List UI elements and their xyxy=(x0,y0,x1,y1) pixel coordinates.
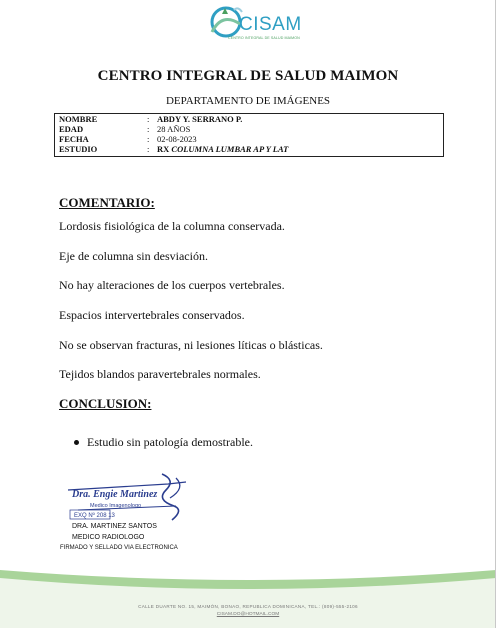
study-name: COLUMNA LUMBAR AP Y LAT xyxy=(171,144,289,154)
comentario-line: Eje de columna sin desviación. xyxy=(59,249,208,263)
signature-note: FIRMADO Y SELLADO VIA ELECTRONICA xyxy=(60,545,178,551)
patient-name-label: NOMBRE xyxy=(59,114,98,124)
comentario-heading: COMENTARIO: xyxy=(59,195,155,210)
footer-email[interactable]: CISAM.DO@HOTMAIL.COM xyxy=(216,612,280,617)
doctor-name: DRA. MARTINEZ SANTOS xyxy=(72,523,157,530)
bullet-icon xyxy=(74,440,79,445)
patient-age-colon: : xyxy=(147,124,150,134)
conclusion-heading: CONCLUSION: xyxy=(59,396,152,411)
patient-study-value xyxy=(157,144,288,154)
footer-address: CALLE DUARTE NO. 15, MAIMÓN, BONAO, REPUBLICA DOMINICANA, TEL.: (809)-555-2106 xyxy=(138,604,358,609)
footer-wave xyxy=(0,560,496,628)
patient-age-label: EDAD xyxy=(59,124,84,134)
patient-info-box xyxy=(54,113,444,157)
patient-date-value: 02-08-2023 xyxy=(157,134,197,144)
patient-study-label: ESTUDIO xyxy=(59,144,98,154)
patient-age-value: 28 AÑOS xyxy=(157,124,191,134)
comentario-line: Lordosis fisiológica de la columna conservada. xyxy=(59,219,285,233)
patient-name-value: ABDY Y. SERRANO P. xyxy=(157,114,243,124)
doctor-role: MEDICO RADIOLOGO xyxy=(72,534,145,541)
stamp-exq: EXQ Nº 208 13 xyxy=(74,513,115,519)
patient-date-colon: : xyxy=(147,134,150,144)
stamp-name: Dra. Engie Martinez xyxy=(72,489,158,500)
logo-name: CISAM xyxy=(239,14,302,35)
patient-date-label: FECHA xyxy=(59,134,89,144)
patient-study-colon: : xyxy=(147,144,150,154)
patient-name-colon: : xyxy=(147,114,150,124)
comentario-line: No se observan fracturas, ni lesiones líticas o blásticas. xyxy=(59,338,323,352)
signature-stamp xyxy=(58,470,208,528)
comentario-line: No hay alteraciones de los cuerpos vertebrales. xyxy=(59,278,285,292)
logo-tagline: CENTRO INTEGRAL DE SALUD MAIMON xyxy=(228,36,300,40)
conclusion-item: Estudio sin patología demostrable. xyxy=(87,435,253,449)
document-title: CENTRO INTEGRAL DE SALUD MAIMON xyxy=(97,68,399,84)
comentario-line: Espacios intervertebrales conservados. xyxy=(59,308,245,322)
study-prefix: RX xyxy=(157,144,170,154)
stamp-role: Medico Imagenologo xyxy=(90,503,142,509)
comentario-line: Tejidos blandos paravertebrales normales. xyxy=(59,367,261,381)
department-title: DEPARTAMENTO DE IMÁGENES xyxy=(165,95,331,107)
